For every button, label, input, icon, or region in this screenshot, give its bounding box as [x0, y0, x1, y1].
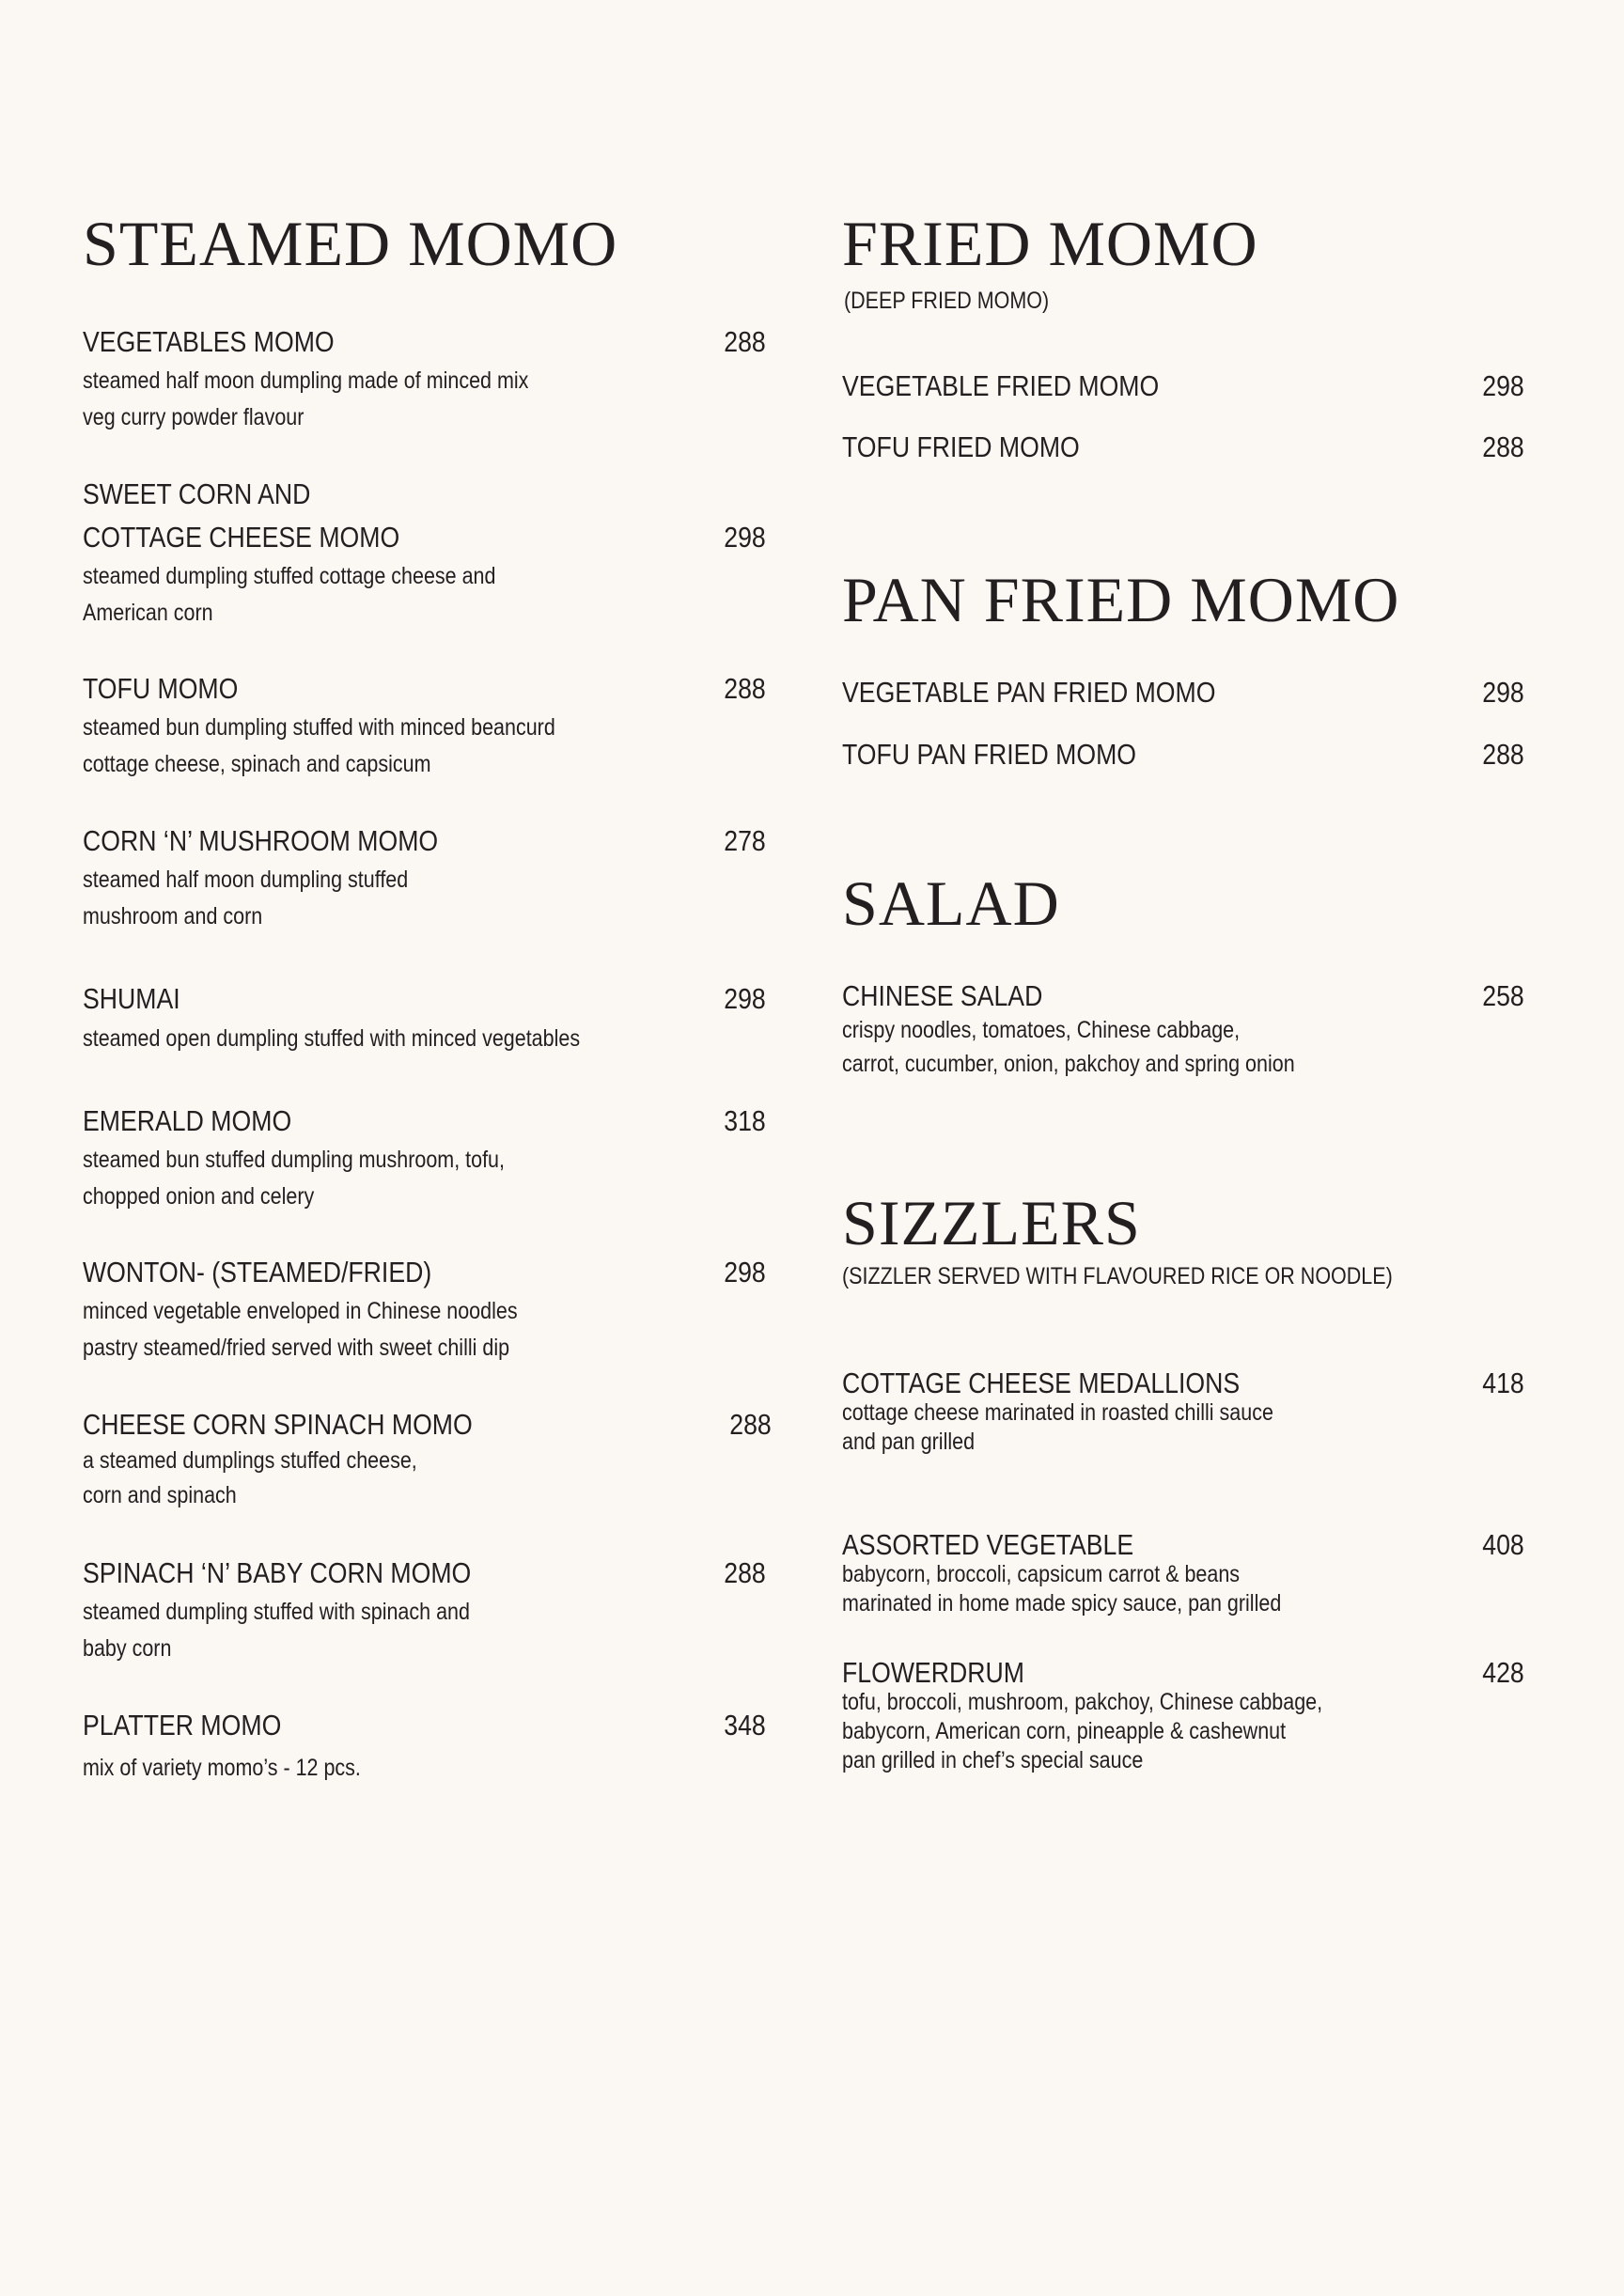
item-name: CHINESE SALAD: [842, 979, 1043, 1012]
item-description: steamed bun stuffed dumpling mushroom, tofu, chopped onion and celery: [83, 1147, 505, 1210]
item-price: 288: [729, 1408, 772, 1441]
section-title-sizzlers: SIZZLERS: [842, 1187, 1141, 1258]
section-subtitle-sizzlers: (SIZZLER SERVED WITH FLAVOURED RICE OR NOODLE): [842, 1263, 1393, 1289]
item-description: minced vegetable enveloped in Chinese noodles pastry steamed/fried served with sweet chilli dip: [83, 1298, 518, 1361]
item-price: 298: [724, 982, 766, 1015]
item-price: 258: [1482, 979, 1524, 1012]
item-description: steamed dumpling stuffed with spinach and baby corn: [83, 1599, 470, 1662]
item-description: steamed half moon dumpling made of minced mix veg curry powder flavour: [83, 367, 529, 430]
item-name: SPINACH ‘N’ BABY CORN MOMO: [83, 1556, 472, 1589]
item-description: steamed bun dumpling stuffed with minced beancurd cottage cheese, spinach and capsicum: [83, 714, 555, 777]
item-description: mix of variety momo’s - 12 pcs.: [83, 1755, 361, 1781]
item-price: 428: [1482, 1656, 1524, 1689]
item-name: VEGETABLE PAN FRIED MOMO: [842, 676, 1216, 709]
section-title-salad: SALAD: [842, 867, 1060, 939]
item-name: TOFU MOMO: [83, 672, 239, 705]
item-name: CHEESE CORN SPINACH MOMO: [83, 1408, 473, 1441]
item-name: VEGETABLE FRIED MOMO: [842, 369, 1160, 402]
item-name: VEGETABLES MOMO: [83, 325, 335, 358]
item-name: TOFU PAN FRIED MOMO: [842, 738, 1137, 771]
item-name: ASSORTED VEGETABLE: [842, 1528, 1134, 1561]
item-price: 288: [724, 1556, 766, 1589]
item-description: cottage cheese marinated in roasted chilli sauce and pan grilled: [842, 1399, 1273, 1455]
item-price: 298: [724, 521, 766, 554]
item-price: 298: [1482, 369, 1524, 402]
section-title-steamed-momo: STEAMED MOMO: [83, 208, 618, 279]
item-price: 418: [1482, 1367, 1524, 1399]
item-price: 408: [1482, 1528, 1524, 1561]
item-name: EMERALD MOMO: [83, 1104, 292, 1137]
item-name: COTTAGE CHEESE MEDALLIONS: [842, 1367, 1241, 1399]
section-title-fried-momo: FRIED MOMO: [842, 208, 1258, 279]
item-name-line-1: SWEET CORN AND: [83, 477, 311, 510]
item-name: CORN ‘N’ MUSHROOM MOMO: [83, 824, 439, 857]
section-subtitle-fried-momo: (DEEP FRIED MOMO): [844, 288, 1050, 314]
item-price: 288: [1482, 738, 1524, 771]
item-description: tofu, broccoli, mushroom, pakchoy, Chinese cabbage, babycorn, American corn, pineapple & cashewnut pan grilled in chef’s special sauce: [842, 1689, 1323, 1773]
item-price: 288: [1482, 430, 1524, 463]
item-description: steamed dumpling stuffed cottage cheese and American corn: [83, 563, 496, 626]
section-title-pan-fried-momo: PAN FRIED MOMO: [842, 564, 1400, 635]
item-name: FLOWERDRUM: [842, 1656, 1025, 1689]
item-description: a steamed dumplings stuffed cheese, corn and spinach: [83, 1447, 417, 1508]
item-name: WONTON- (STEAMED/FRIED): [83, 1256, 432, 1289]
item-price: 318: [724, 1104, 766, 1137]
item-price: 298: [724, 1256, 766, 1289]
item-price: 298: [1482, 676, 1524, 709]
item-price: 288: [724, 325, 766, 358]
item-name: PLATTER MOMO: [83, 1709, 282, 1742]
item-description: babycorn, broccoli, capsicum carrot & beans marinated in home made spicy sauce, pan grilled: [842, 1561, 1282, 1617]
item-price: 288: [724, 672, 766, 705]
item-price: 278: [724, 824, 766, 857]
item-price: 348: [724, 1709, 766, 1742]
item-name: TOFU FRIED MOMO: [842, 430, 1080, 463]
item-description: steamed open dumpling stuffed with minced vegetables: [83, 1025, 581, 1052]
item-description: steamed half moon dumpling stuffed mushroom and corn: [83, 867, 409, 929]
item-description: crispy noodles, tomatoes, Chinese cabbage, carrot, cucumber, onion, pakchoy and spring onion: [842, 1017, 1295, 1077]
item-name-line-2: COTTAGE CHEESE MOMO: [83, 521, 400, 554]
item-name: SHUMAI: [83, 982, 180, 1015]
